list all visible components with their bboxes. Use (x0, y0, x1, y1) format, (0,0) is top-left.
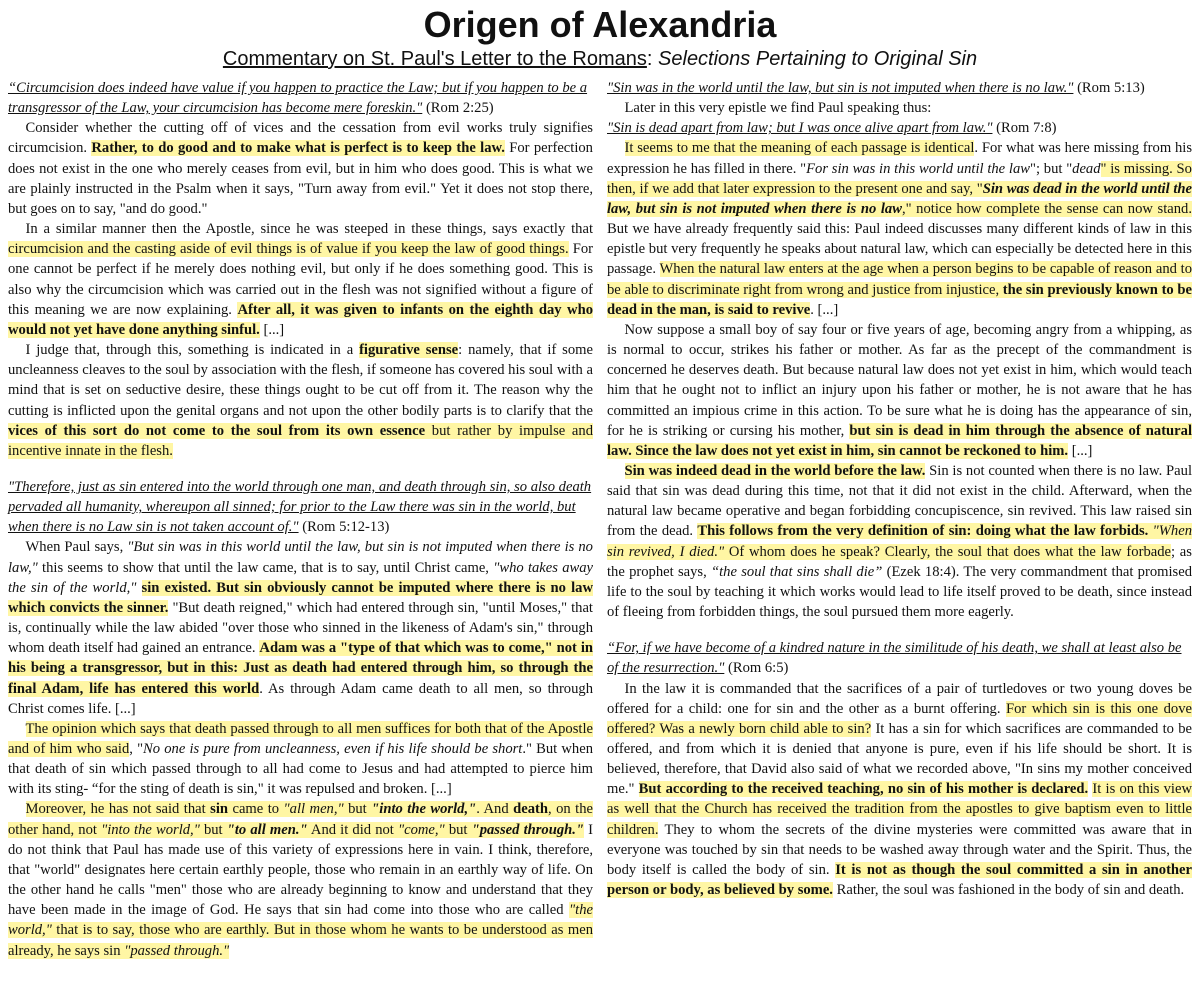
highlight: Adam was a "type of that which was to come," not in his being a transgressor, but in this: Just as death had entered through him, so through the final Adam, life has entered this world (8, 640, 593, 697)
highlight: For which sin is this one dove offered? Was a newly born child able to sin? (607, 700, 1192, 737)
scripture-quote: “Circumcision does indeed have value if you happen to practice the Law; but if you happen to be a transgressor of the Law, your circumcision has become mere foreskin." (Rom 2:25) (8, 80, 588, 117)
subtitle-separator: : (646, 48, 659, 70)
paragraph: Consider whether the cutting off of vices and the cessation from evil works truly signifies circumcision. Rather, to do good and to make what is perfect is to keep the law. For perfection does not exist in the one who merely ceases from evil, but in him who does good. This is what we are plainly instructed in the Psalm when it says, "Turn away from evil." Yet it does not stop there, but goes on to say, "and do good." (8, 120, 593, 217)
highlight: sin existed. But sin obviously cannot be imputed where there is no law which convicts the sinner. (8, 579, 593, 616)
page-title: Origen of Alexandria (423, 4, 777, 45)
paragraph: In a similar manner then the Apostle, since he was steeped in these things, says exactly that circumcision and the casting aside of evil things is of value if you keep the law of good things. For one cannot be perfect if he merely does nothing evil, but only if he does something good. This is also why the circumcision which was carried out in the flesh was not signified without a figure of this meaning we are now explaining. After all, it was given to infants on the eighth day who would not yet have done anything sinful. [...] (8, 221, 594, 338)
scripture-quote: “For, if we have become of a kindred nature in the similitude of his death, we shall at least also be of the resurrection." (Rom 6:5) (607, 640, 1182, 677)
highlight: Sin was dead in the world until the law, but sin is not imputed when there is no law (607, 180, 1192, 217)
highlight: It is not as though the soul committed a sin in another person or body, as believed by some. (607, 861, 1192, 899)
scripture-quote: "Sin was in the world until the law, but sin is not imputed when there is no law." (Rom 5:13) (607, 80, 1145, 96)
right-column (607, 78, 1192, 961)
highlight: It is on this view as well that the Church has received the tradition from the apostles to give baptism even to little children. (607, 781, 1192, 838)
highlight: The opinion which says that death passed through to all men suffices for both that of the Apostle and of him who said (8, 720, 593, 757)
highlight: After all, it was given to infants on the eighth day who would not yet have done anything sinful. (8, 301, 593, 338)
highlight: but rather by impulse and incentive innate in the flesh. (8, 422, 594, 459)
paragraph: Sin was indeed dead in the world before the law. Sin is not counted when there is no law. Paul said that sin was dead during this time, not that it did not exist in the child. Afterward, when the natural law became operative and began forbidding concupiscence, sin revived. This law raised sin from the dead. This follows from the very definition of sin: doing what the law forbids. "When sin revived, I died." Of whom does he speak? Clearly, the soul that does what the law forbade; as the prophet says, “the soul that sins shall die” (Ezek 18:4). The very commandment that promised life to the soul by teaching it which works would lead to life itself proved to be death, since instead of fleeing from forbidden things, the soul pursued them more eagerly. (607, 462, 1192, 621)
highlight: Sin was indeed dead in the world before the law. (624, 462, 926, 479)
subtitle-rest: Selections Pertaining to Original Sin (658, 48, 978, 70)
paragraph: In the law it is commanded that the sacrifices of a pair of turtledoves or two young doves be offered for a child: one for sin and the other as a burnt offering. For which sin is this one dove offered? Was a newly born child able to sin? It has a sin for which sacrifices are commanded to be offered, and from which it is denied that anyone is pure, even if his life should be short. It is believed, therefore, that David also said of what we recorded above, "In sins my mother conceived me." But according to the received teaching, no sin of his mother is declared. It is on this view as well that the Church has received the tradition from the apostles to give baptism even to little children. They to whom the secrets of the divine mysteries were committed was aware that in everyone was touched by sin that needs to be washed away through water and the Spirit. Thus, the body itself is called the body of sin. It is not as though the soul committed a sin in another person or body, as believed by some. Rather, the soul was fashioned in the body of sin and death. (607, 680, 1192, 899)
highlight: figurative sense (359, 342, 459, 359)
highlight: Rather, to do good and to make what is perfect is to keep the law. (91, 140, 505, 157)
highlight: This follows from the very definition of sin: doing what the law forbids. (697, 523, 1149, 540)
highlight: vices of this sort do not come to the soul from its own essence (8, 422, 426, 439)
scripture-quote: "Sin is dead apart from law; but I was once alive apart from law." (Rom 7:8) (607, 120, 1057, 137)
page-subtitle (8, 47, 1192, 71)
highlight: circumcision and the casting aside of evil things is of value if you keep the law of good things. (8, 241, 569, 258)
highlight: It seems to me that the meaning of each passage is identical (624, 140, 975, 157)
paragraph: The opinion which says that death passed through to all men suffices for both that of the Apostle and of him who said, "No one is pure from uncleanness, even if his life should be short." But when that death of sin which passed through to all had come to Jesus and had attempted to pierce him with its sting- “for the sting of death is sin," it was repulsed and broken. [...] (8, 720, 594, 798)
paragraph: It seems to me that the meaning of each passage is identical. For what was here missing from his expression he has filled in there. "For sin was in this world until the law"; but "dead" is missing. So then, if we add that later expression to the present one and say, "Sin was dead in the world until the law, but sin is not imputed when there is no law," notice how complete the sense can now stand. But we have already frequently said this: Paul indeed discusses many different kinds of law in this epistle but very frequently he speaks about natural law, which can especially be detected here in this passage. When the natural law enters at the age when a person begins to be capable of reason and to be able to discriminate right from wrong and justice from injustice, the sin previously known to be dead in the man, is said to revive. [...] (607, 140, 1193, 318)
work-title: Commentary on St. Paul's Letter to the Romans (222, 48, 647, 70)
paragraph: Later in this very epistle we find Paul speaking thus: (624, 100, 932, 117)
scripture-quote: "Therefore, just as sin entered into the world through one man, and death through sin, so also death pervaded all humanity, whereupon all sinned; for prior to the Law there was sin in the world, but when there is no Law sin is not taken account of." (Rom 5:12-13) (8, 478, 592, 536)
highlight: When the natural law enters at the age when a person begins to be capable of reason and to be able to discriminate right from wrong and justice from injustice, (607, 261, 1192, 298)
paragraph: I judge that, through this, something is indicated in a figurative sense: namely, that if some uncleanness cleaves to the soul by association with the flesh, if someone has covered his soul with a mind that is set on seductive desire, these things ought to be cut off from it. The reason why the cutting is inflicted upon the genital organs and not upon the other bodily parts is to clarify that the vices of this sort do not come to the soul from its own essence but rather by impulse and incentive innate in the flesh. (8, 342, 594, 459)
highlight: but sin is dead in him through the absence of natural law. Since the law does not yet exist in him, sin cannot be reckoned to him. (607, 422, 1192, 459)
highlight: But according to the received teaching, no sin of his mother is declared. (638, 781, 1089, 798)
highlight: the sin previously known to be dead in the man, is said to revive (607, 281, 1192, 318)
paragraph: Moreover, he has not said that sin came to "all men," but "into the world,". And death, on the other hand, not "into the world," but "to all men." And it did not "come," but "passed through." I do not think that Paul has made use of this variety of expressions here in vain. I think, therefore, that "world" designates here certain earthly people, those who remain in an earthly way of life. On the other hand he calls "men" those who are already beginning to know and understand that they have been made in the image of God. He says that sin had come into those who are called "the world," that is to say, those who are earthly. But in those whom he wants to be understood as men already, he says sin "passed through." (8, 801, 593, 959)
left-column (8, 78, 593, 961)
paragraph: When Paul says, "But sin was in this world until the law, but sin is not imputed when there is no law," this seems to show that until the law came, that is to say, until Christ came, "who takes away the sin of the world," sin existed. But sin obviously cannot be imputed where there is no law which convicts the sinner. "But death reigned," which had entered through sin, "until Moses," that is, continually while the law abided "over those who sinned in the likeness of Adam's sin," through whom death itself had gained an entrance. Adam was a "type of that which was to come," not in his being a transgressor, but in this: Just as death had entered through him, so through the final Adam, life has entered this world. As through Adam came death to all men, so through Christ comes life. [...] (8, 539, 594, 717)
two-column-body (8, 78, 1192, 961)
paragraph: Now suppose a small boy of say four or five years of age, becoming angry from a whipping, as is normal to occur, strikes his father or mother. As far as the precept of the commandment is concerned he deserves death. But because natural law does not yet exist in him, which would teach him that he ought not to inflict an injury upon his father or mother, he is not aware that he has committed an impious crime in this action. To be sure what he is doing has the appearance of sin, for he is striking or cursing his mother, but sin is dead in him through the absence of natural law. Since the law does not yet exist in him, sin cannot be reckoned to him. [...] (607, 321, 1192, 459)
